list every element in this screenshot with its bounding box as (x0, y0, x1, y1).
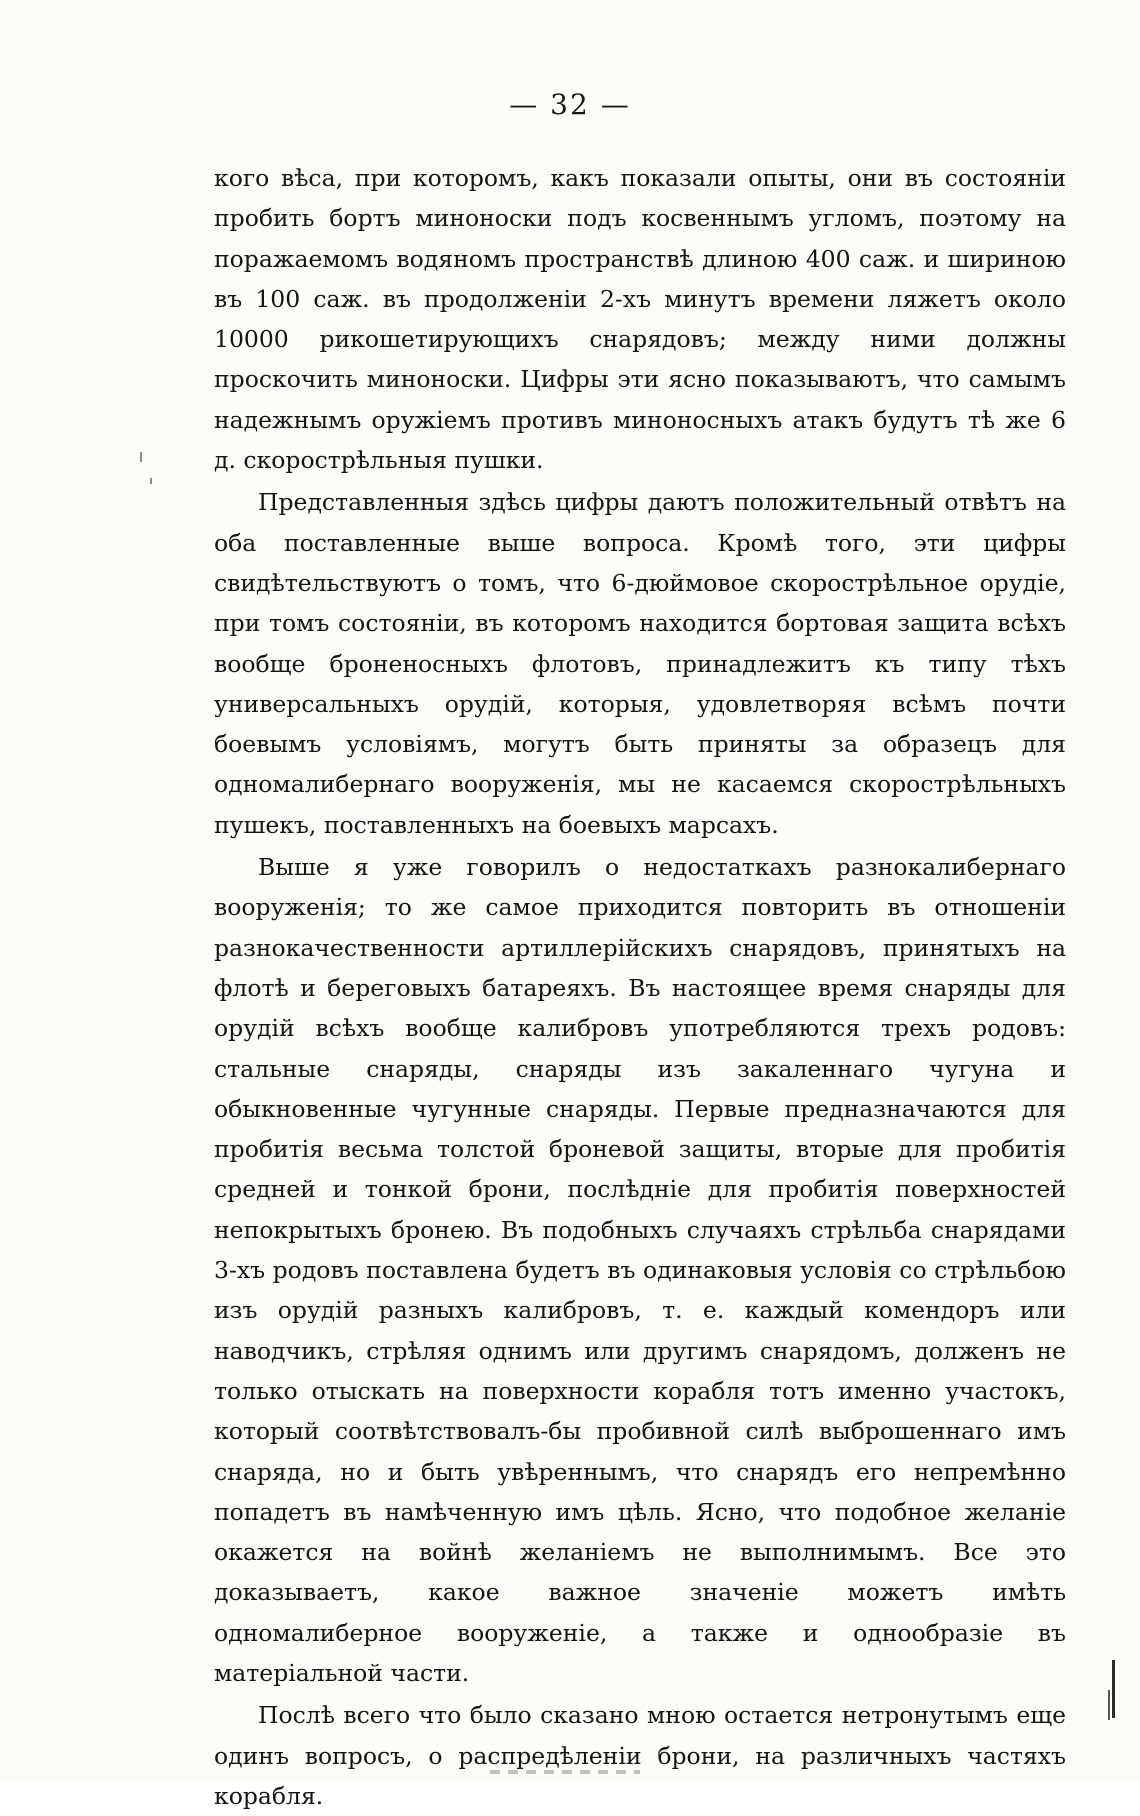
margin-line-mark (1108, 1690, 1110, 1720)
paragraph-continuation: кого вѣса, при которомъ, какъ показали опыты, они въ состояніи пробить бортъ миноноски подъ косвеннымъ угломъ, поэтому на поражаемомъ водяномъ пространствѣ длиною 400 саж. и шириною въ 100 саж. въ продолженіи 2-хъ минутъ времени ляжетъ около 10000 рикошетирующихъ снарядовъ; между ними должны проскочить миноноски. Цифры эти ясно показываютъ, что самымъ надежнымъ оружіемъ противъ миноносныхъ атакъ будутъ тѣ же 6 д. скорострѣльныя пушки. (214, 164, 1066, 475)
page-number: — 32 — (509, 88, 631, 121)
paragraph-shell-types: Выше я уже говорилъ о недостаткахъ разнокалибернаго вооруженія; то же самое приходится повторить въ отношеніи разнокачественности артиллерійскихъ снарядовъ, принятыхъ на флотѣ и береговыхъ батареяхъ. Въ настоящее время снаряды для орудій всѣхъ вообще калибровъ употребляются трехъ родовъ: стальные снаряды, снаряды изъ закаленнаго чугуна и обыкновенные чугунные снаряды. Первые предназначаются для пробитія весьма толстой броневой защиты, вторые для пробитія средней и тонкой брони, послѣдніе для пробитія поверхностей непокрытыхъ бронею. Въ подобныхъ случаяхъ стрѣльба снарядами 3-хъ родовъ поставлена будетъ въ одинаковыя условія со стрѣльбою изъ орудій разныхъ калибровъ, т. е. каждый комендоръ или наводчикъ, стрѣляя однимъ или другимъ снарядомъ, долженъ не только отыскать на поверхности корабля тотъ именно участокъ, который соотвѣтствовалъ-бы пробивной силѣ выброшеннаго имъ снаряда, но и быть увѣреннымъ, что снарядъ его непремѣнно попадетъ въ намѣченную имъ цѣль. Ясно, что подобное желаніе окажется на войнѣ желаніемъ не выполнимымъ. Все это доказываетъ, какое важное значеніе можетъ имѣть одномалиберное вооруженіе, а также и однообразіе въ матеріальной части. (214, 853, 1066, 1687)
footer-smudge (490, 1770, 640, 1774)
paragraph-figures-answer: Представленныя здѣсь цифры даютъ положительный отвѣтъ на оба поставленные выше вопроса. Кромѣ того, эти цифры свидѣтельствуютъ о томъ, что 6-дюймовое скорострѣльное орудіе, при томъ состояніи, въ которомъ находится бортовая защита всѣхъ вообще броненосныхъ флотовъ, принадлежитъ къ типу тѣхъ универсальныхъ орудій, которыя, удовлетворяя всѣмъ почти боевымъ условіямъ, могутъ быть приняты за образецъ для одномалибернаго вооруженія, мы не касаемся скорострѣльныхъ пушекъ, поставленныхъ на боевыхъ марсахъ. (214, 488, 1066, 839)
paragraph-armor-question: Послѣ всего что было сказано мною остается нетронутымъ еще одинъ вопросъ, о распредѣленіи брони, на различныхъ частяхъ корабля. (214, 1701, 1066, 1810)
body-text (214, 158, 1066, 1816)
margin-speck (150, 478, 152, 484)
margin-speck (140, 452, 142, 462)
margin-line-mark (1112, 1660, 1115, 1718)
